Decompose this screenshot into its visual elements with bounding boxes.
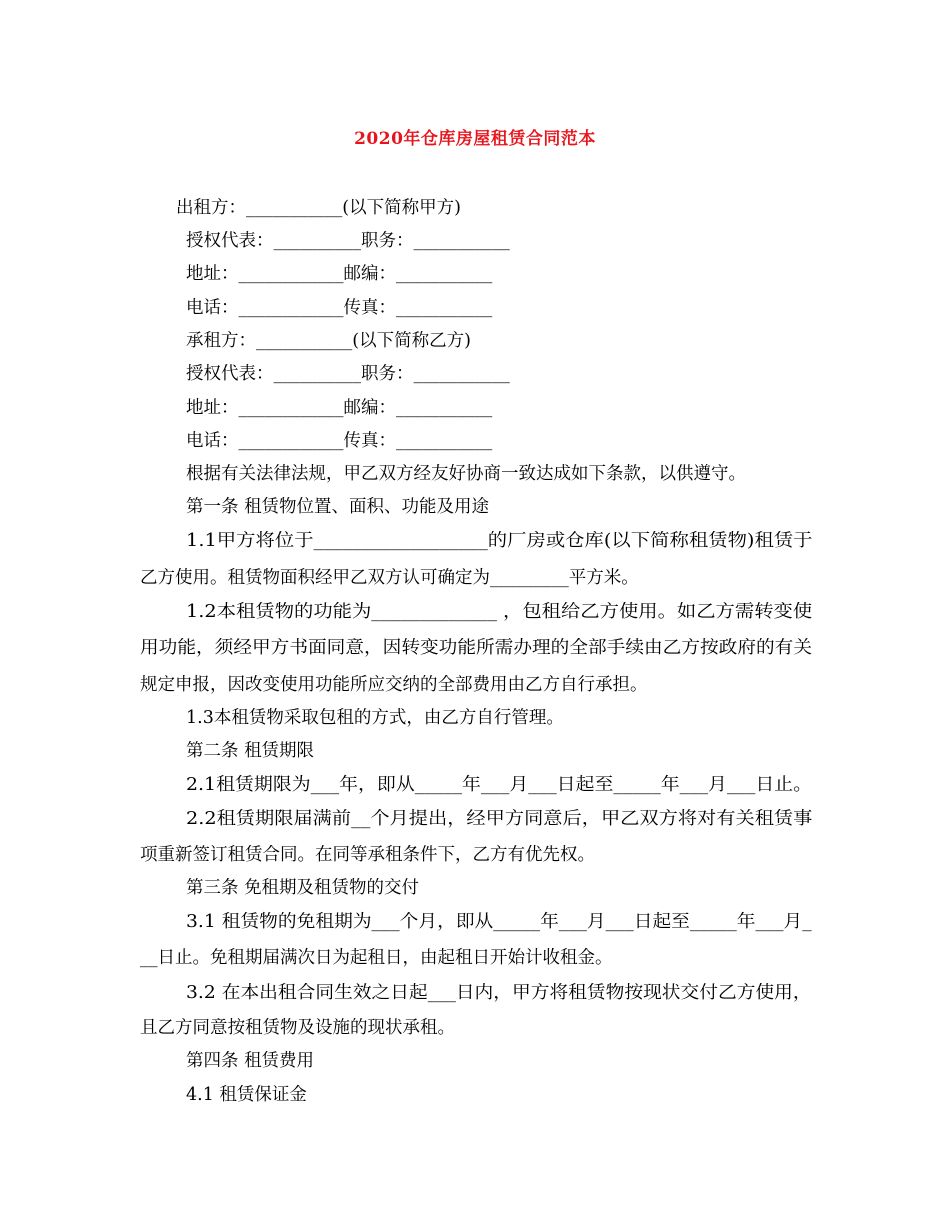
lessor-phone-line: 电话：____________传真：___________ <box>186 298 493 318</box>
lessor-line: 出租方：___________(以下简称甲方) <box>176 198 461 218</box>
clause-1-3-line: 1.3本租赁物采取包租的方式，由乙方自行管理。 <box>186 708 564 728</box>
clause-1-2-line-2: 用功能，须经甲方书面同意，因转变功能所需办理的全部手续由乙方按政府的有关 <box>140 638 813 658</box>
lessee-address-line: 地址：____________邮编：___________ <box>186 398 493 418</box>
clause-1-2-line-3: 规定申报，因改变使用功能所应交纳的全部费用由乙方自行承担。 <box>140 675 648 695</box>
lessee-line: 承租方：___________(以下简称乙方) <box>186 331 471 351</box>
article-4-heading: 第四条 租赁费用 <box>186 1051 315 1071</box>
clause-4-1-line: 4.1 租赁保证金 <box>186 1085 307 1105</box>
clause-1-1-line-1: 1.1甲方将位于__________________的厂房或仓库(以下简称租赁物)租赁于 <box>186 531 813 551</box>
article-3-heading: 第三条 免租期及租赁物的交付 <box>186 878 420 898</box>
clause-3-2-line-2: 且乙方同意按租赁物及设施的现状承租。 <box>140 1018 455 1038</box>
clause-1-1-line-2: 乙方使用。租赁物面积经甲乙双方认可确定为_________平方米。 <box>140 568 639 588</box>
clause-2-1-line: 2.1租赁期限为___年，即从_____年___月___日起至_____年___月___日止。 <box>186 775 813 795</box>
clause-3-1-line-1: 3.1 租赁物的免租期为___个月，即从_____年___月___日起至_____年___月_ <box>186 912 812 932</box>
preamble-line: 根据有关法律法规，甲乙双方经友好协商一致达成如下条款，以供遵守。 <box>186 464 746 484</box>
article-2-heading: 第二条 租赁期限 <box>186 741 315 761</box>
lessee-phone-line: 电话：____________传真：___________ <box>186 431 493 451</box>
clause-3-1-line-2: __日止。免租期届满次日为起租日，由起租日开始计收租金。 <box>140 948 613 968</box>
lessor-representative-line: 授权代表：__________职务：___________ <box>186 231 510 251</box>
clause-1-2-line-1: 1.2本租赁物的功能为_____________ ，包租给乙方使用。如乙方需转变使 <box>186 602 813 622</box>
lessor-address-line: 地址：____________邮编：___________ <box>186 264 493 284</box>
clause-3-2-line-1: 3.2 在本出租合同生效之日起___日内，甲方将租赁物按现状交付乙方使用， <box>186 983 812 1003</box>
document-title: 2020年仓库房屋租赁合同范本 <box>354 129 596 149</box>
clause-2-2-line-1: 2.2租赁期限届满前__个月提出，经甲方同意后，甲乙双方将对有关租赁事 <box>186 809 813 829</box>
article-1-heading: 第一条 租赁物位置、面积、功能及用途 <box>186 497 490 517</box>
lessee-representative-line: 授权代表：__________职务：___________ <box>186 364 510 384</box>
clause-2-2-line-2: 项重新签订租赁合同。在同等承租条件下，乙方有优先权。 <box>140 845 595 865</box>
